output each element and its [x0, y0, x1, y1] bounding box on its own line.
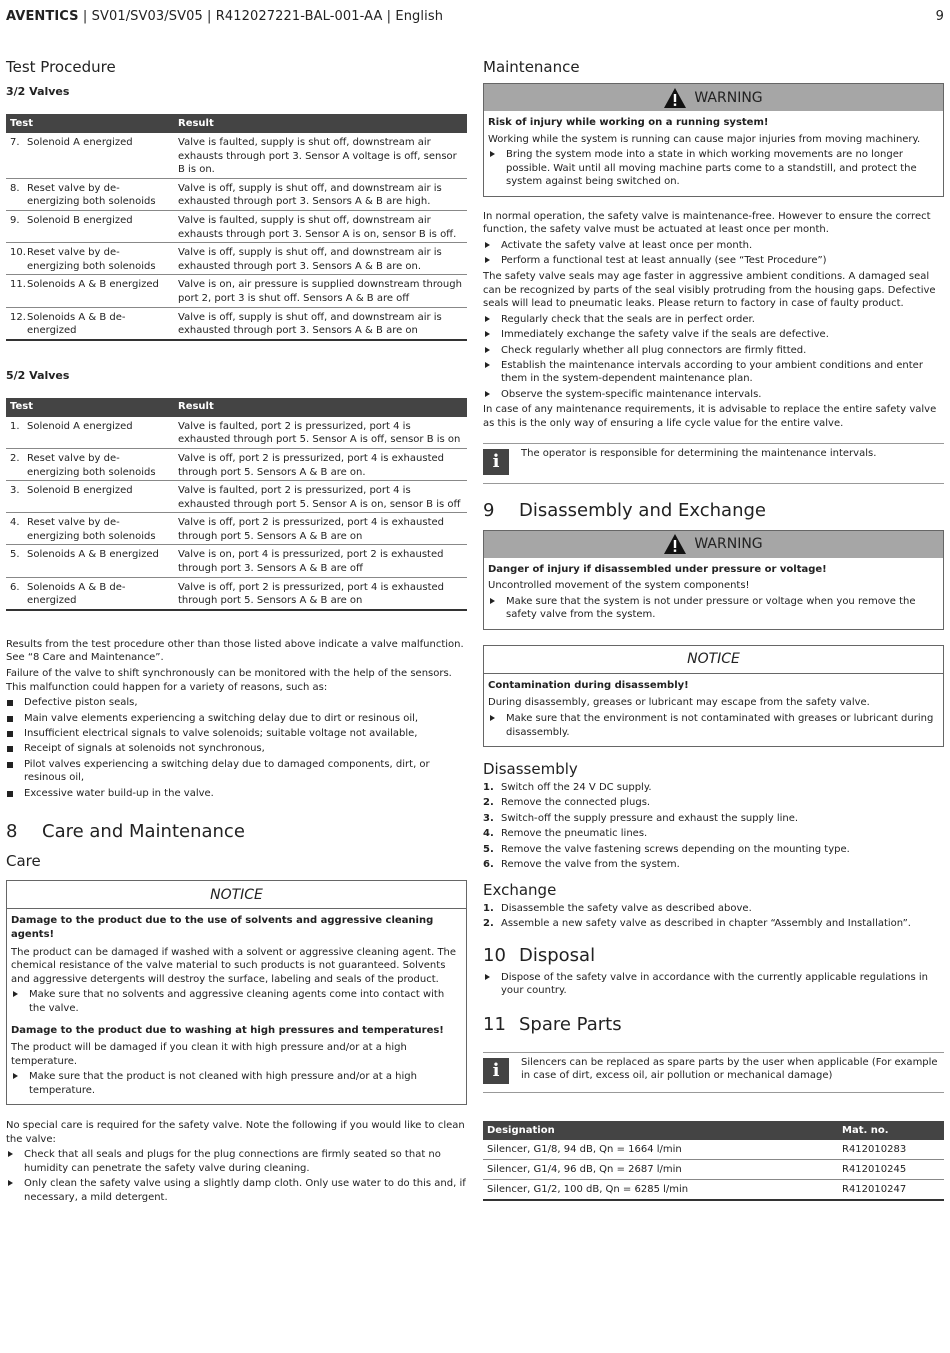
maintenance-info-box	[483, 443, 944, 484]
result-cell: Valve is off, port 2 is pressurized, port 4 is exhausted through port 5. Sensors A & B are on.	[174, 448, 467, 480]
step-item	[483, 812, 944, 826]
table-row	[483, 1159, 944, 1179]
test-description: Solenoids A & B energized	[27, 549, 159, 561]
test-description: Solenoid B energized	[27, 485, 133, 497]
exchange-heading: Exchange	[483, 880, 557, 899]
disposal-item: Dispose of the safety valve in accordance with the currently applicable regulations in your country.	[483, 971, 944, 998]
test-cell	[6, 133, 174, 178]
test-description: Reset valve by de-energizing both solenoids	[27, 452, 156, 478]
step-number: 4.	[483, 828, 494, 840]
mat-no-cell: R412010247	[838, 1179, 944, 1200]
notice-action-list	[11, 1070, 462, 1097]
section-number: 9	[483, 499, 495, 521]
disassembly-heading: Disassembly	[483, 760, 578, 778]
maintenance-paragraph-2: The safety valve seals may age faster in aggressive ambient conditions. A damaged seal can be recognized by parts of the seal visibly protruding from the housing gaps. Defective seals will lead to pneumatic leaks. Please return to factory in case of faulty product.	[483, 270, 936, 310]
care-maintenance-heading	[6, 821, 467, 842]
test-description: Solenoid B energized	[27, 214, 133, 226]
column-header-result: Result	[174, 114, 467, 133]
list-item: Only clean the safety valve using a slightly damp cloth. Only use water to do this and, if necessary, a mild detergent.	[6, 1177, 467, 1204]
table-row	[6, 133, 467, 178]
warning-action-list	[488, 148, 939, 189]
spare-parts-heading	[483, 1014, 944, 1035]
warning-triangle-icon	[664, 88, 686, 108]
test-cell	[6, 545, 174, 577]
warning-heading: Risk of injury while working on a running system!	[488, 117, 769, 128]
step-item	[483, 796, 944, 810]
test-number: 11.	[10, 279, 26, 291]
result-cell: Valve is off, port 2 is pressurized, port 4 is exhausted through port 5. Sensors A & B are on	[174, 513, 467, 545]
info-icon: i	[483, 449, 509, 475]
test-description: Solenoids A & B de-energized	[27, 311, 126, 337]
disassembly-exchange-heading	[483, 500, 944, 521]
table-row	[6, 307, 467, 340]
section-title: Care and Maintenance	[42, 821, 245, 843]
right-column	[483, 56, 944, 1201]
list-item: Check regularly whether all plug connectors are firmly fitted.	[483, 344, 944, 358]
warning-action-item: Bring the system mode into a state in which working movements are no longer possible. Wait until all moving machine parts come to a standstill, and protect the system against being switched on.	[488, 148, 939, 189]
list-item: Defective piston seals,	[6, 696, 467, 710]
list-item: Establish the maintenance intervals according to your ambient conditions and enter them in the system-dependent maintenance plan.	[483, 359, 944, 386]
result-cell: Valve is off, supply is shut off, and downstream air is exhausted through port 3. Sensors A & B are high.	[174, 178, 467, 210]
step-number: 5.	[483, 843, 494, 855]
list-item: Receipt of signals at solenoids not synchronous,	[6, 742, 467, 756]
warning-label: WARNING	[694, 89, 763, 106]
test-description: Solenoids A & B de-energized	[27, 581, 126, 607]
list-item: Main valve elements experiencing a switching delay due to dirt or resinous oil,	[6, 712, 467, 726]
test-description: Solenoid A energized	[27, 137, 133, 148]
maintenance-paragraph-1: In normal operation, the safety valve is maintenance-free. However to ensure the correct function, the safety valve must be actuated at least once per month.	[483, 210, 931, 236]
test-number: 12.	[10, 311, 26, 323]
table-row	[6, 243, 467, 275]
notice-heading-solvents: Damage to the product due to the use of solvents and aggressive cleaning agents!	[11, 915, 434, 940]
mat-no-cell: R412010245	[838, 1159, 944, 1179]
exchange-steps	[483, 902, 944, 931]
test-description: Solenoid A energized	[27, 420, 133, 432]
list-item: Regularly check that the seals are in perfect order.	[483, 313, 944, 327]
table-row	[483, 1179, 944, 1200]
warning-text: Uncontrolled movement of the system components!	[488, 580, 750, 592]
test-cell	[6, 275, 174, 307]
sensor-paragraph: Failure of the valve to shift synchronously can be monitored with the help of the sensors. This malfunction could happen for a variety of reasons, such as:	[6, 668, 452, 693]
warning-action-item: Make sure that the system is not under pressure or voltage when you remove the safety valve from the system.	[488, 595, 939, 622]
designation-cell: Silencer, G1/4, 96 dB, Qn = 2687 l/min	[483, 1159, 838, 1179]
disassembly-notice-box	[483, 645, 944, 747]
table-row	[6, 577, 467, 610]
warning-banner	[484, 84, 943, 111]
designation-cell: Silencer, G1/8, 94 dB, Qn = 1664 l/min	[483, 1140, 838, 1160]
care-heading: Care	[6, 852, 41, 871]
step-item	[483, 858, 944, 872]
column-header-test: Test	[6, 114, 174, 133]
disposal-heading	[483, 945, 944, 966]
test-number: 8.	[10, 182, 20, 194]
test-cell	[6, 577, 174, 610]
document-id: | SV01/SV03/SV05 | R412027221-BAL-001-AA | English	[78, 9, 444, 24]
test-description: Solenoids A & B energized	[27, 279, 159, 291]
table-row	[6, 481, 467, 513]
test-number: 1.	[10, 420, 20, 432]
warning-banner	[484, 531, 943, 558]
spare-parts-table	[483, 1121, 944, 1201]
test-number: 2.	[10, 452, 20, 464]
notice-action-list	[488, 712, 939, 739]
maintenance-heading: Maintenance	[483, 58, 580, 76]
table-row	[6, 417, 467, 449]
section-title: Disposal	[519, 944, 596, 966]
test-description: Reset valve by de-energizing both solenoids	[27, 247, 156, 272]
test-number: 10.	[10, 247, 26, 259]
test-cell	[6, 448, 174, 480]
list-item: Pilot valves experiencing a switching delay due to damaged components, dirt, or resinous oil,	[6, 758, 467, 785]
test-description: Reset valve by de-energizing both solenoids	[27, 517, 156, 542]
care-bullet-list	[6, 1148, 467, 1204]
disassembly-steps	[483, 781, 944, 872]
section-number: 8	[6, 821, 18, 843]
step-text: Remove the valve from the system.	[501, 858, 680, 870]
result-cell: Valve is off, supply is shut off, and downstream air is exhausted through port 3. Sensors A & B are on	[174, 307, 467, 340]
step-number: 2.	[483, 797, 494, 809]
care-paragraph: No special care is required for the safety valve. Note the following if you would like to clean the valve:	[6, 1120, 465, 1145]
step-number: 3.	[483, 812, 494, 824]
valves-32-subheading: 3/2 Valves	[6, 85, 70, 98]
notice-action-item: Make sure that the product is not cleaned with high pressure and/or at a high temperature.	[11, 1070, 462, 1097]
info-text: The operator is responsible for determining the maintenance intervals.	[521, 447, 877, 459]
test-number: 4.	[10, 517, 20, 529]
warning-label: WARNING	[694, 536, 763, 553]
test-number: 5.	[10, 549, 20, 561]
table-row	[6, 545, 467, 577]
step-item	[483, 902, 944, 916]
column-header-mat-no: Mat. no.	[838, 1121, 944, 1140]
section-title: Disassembly and Exchange	[519, 499, 766, 521]
step-number: 2.	[483, 917, 494, 929]
valves-32-table	[6, 114, 467, 341]
step-text: Switch-off the supply pressure and exhaust the supply line.	[501, 812, 799, 824]
table-row	[6, 275, 467, 307]
step-item	[483, 827, 944, 841]
step-number: 1.	[483, 902, 494, 914]
step-text: Remove the valve fastening screws depending on the mounting type.	[501, 843, 850, 855]
left-column	[6, 56, 467, 1206]
warning-heading: Danger of injury if disassembled under pressure or voltage!	[488, 563, 827, 575]
list-item: Check that all seals and plugs for the plug connections are firmly seated so that no humidity can penetrate the safety valve during cleaning.	[6, 1148, 467, 1175]
disposal-list	[483, 971, 944, 998]
step-text: Assemble a new safety valve as described in chapter “Assembly and Installation”.	[501, 917, 911, 929]
test-number: 9.	[10, 214, 20, 226]
maintenance-bullets-1	[483, 239, 944, 268]
test-number: 6.	[10, 581, 20, 593]
table-row	[6, 210, 467, 242]
test-procedure-heading: Test Procedure	[6, 58, 116, 76]
notice-text-pressure: The product will be damaged if you clean it with high pressure and/or at a high temperature.	[11, 1042, 407, 1067]
info-icon: i	[483, 1058, 509, 1084]
notice-action-item: Make sure that no solvents and aggressive cleaning agents come into contact with the valve.	[11, 988, 462, 1015]
test-number: 3.	[10, 485, 20, 497]
column-header-result: Result	[174, 398, 467, 417]
list-item: Excessive water build-up in the valve.	[6, 787, 467, 801]
result-cell: Valve is faulted, supply is shut off, downstream air exhausts through port 3. Sensor A voltage is off, sensor B is on.	[174, 133, 467, 178]
test-cell	[6, 513, 174, 545]
disassembly-warning-box	[483, 530, 944, 630]
maintenance-warning-box	[483, 83, 944, 197]
info-text: Silencers can be replaced as spare parts by the user when applicable (For example in case of dirt, excess oil, air pollution or mechanical damage)	[521, 1056, 938, 1082]
notice-heading: Contamination during disassembly!	[488, 679, 689, 691]
mat-no-cell: R412010283	[838, 1140, 944, 1160]
table-row	[6, 513, 467, 545]
notice-text-solvents: The product can be damaged if washed with a solvent or aggressive cleaning agent. The chemical resistance of the valve material to such products is not guaranteed. Solvents and aggressive detergents will destroy the surface, labeling and seals of the product.	[11, 946, 457, 985]
brand-name: AVENTICS	[6, 9, 79, 24]
list-item: Activate the safety valve at least once per month.	[483, 239, 944, 253]
designation-cell: Silencer, G1/2, 100 dB, Qn = 6285 l/min	[483, 1179, 838, 1200]
list-item: Perform a functional test at least annually (see “Test Procedure”)	[483, 254, 944, 268]
section-title: Spare Parts	[519, 1013, 622, 1035]
table-row	[6, 448, 467, 480]
notice-action-list	[11, 988, 462, 1015]
step-number: 6.	[483, 858, 494, 870]
spare-parts-info-box	[483, 1052, 944, 1093]
page-number: 9	[935, 9, 944, 24]
test-cell	[6, 210, 174, 242]
test-cell	[6, 243, 174, 275]
test-cell	[6, 307, 174, 340]
warning-text: Working while the system is running can cause major injuries from moving machinery.	[488, 133, 921, 145]
step-text: Switch off the 24 V DC supply.	[501, 782, 652, 793]
care-notice-box	[6, 880, 467, 1105]
list-item: Observe the system-specific maintenance intervals.	[483, 388, 944, 402]
malfunction-reasons-list	[6, 696, 467, 800]
test-cell	[6, 481, 174, 513]
result-cell: Valve is on, port 4 is pressurized, port 2 is exhausted through port 3. Sensors A & B are off	[174, 545, 467, 577]
step-text: Remove the connected plugs.	[501, 797, 651, 809]
step-item	[483, 843, 944, 857]
notice-label: NOTICE	[7, 881, 466, 909]
notice-heading-pressure: Damage to the product due to washing at high pressures and temperatures!	[11, 1024, 444, 1036]
notice-action-item: Make sure that the environment is not contaminated with greases or lubricant during disassembly.	[488, 712, 939, 739]
column-header-test: Test	[6, 398, 174, 417]
test-number: 7.	[10, 137, 20, 148]
valves-52-subheading: 5/2 Valves	[6, 368, 70, 382]
column-header-designation: Designation	[483, 1121, 838, 1140]
list-item: Immediately exchange the safety valve if the seals are defective.	[483, 328, 944, 342]
notice-label: NOTICE	[484, 646, 943, 674]
step-item	[483, 917, 944, 931]
step-item	[483, 781, 944, 795]
notice-text: During disassembly, greases or lubricant may escape from the safety valve.	[488, 697, 870, 709]
test-cell	[6, 417, 174, 449]
step-text: Remove the pneumatic lines.	[501, 828, 648, 840]
section-number: 10	[483, 944, 506, 966]
result-cell: Valve is faulted, port 2 is pressurized, port 4 is exhausted through port 5. Sensor A is off, sensor B is on	[174, 417, 467, 449]
result-cell: Valve is faulted, port 2 is pressurized, port 4 is exhausted through port 5. Sensor A is on, sensor B is off	[174, 481, 467, 513]
warning-triangle-icon	[664, 534, 686, 554]
result-cell: Valve is off, port 2 is pressurized, port 4 is exhausted through port 5. Sensors A & B are on	[174, 577, 467, 610]
warning-action-list	[488, 595, 939, 622]
step-text: Disassemble the safety valve as described above.	[501, 902, 752, 914]
page-header	[6, 9, 944, 24]
test-cell	[6, 178, 174, 210]
section-number: 11	[483, 1013, 506, 1035]
step-number: 1.	[483, 782, 494, 793]
list-item: Insufficient electrical signals to valve solenoids; suitable voltage not available,	[6, 727, 467, 741]
result-cell: Valve is off, supply is shut off, and downstream air is exhausted through port 3. Sensors A & B are on.	[174, 243, 467, 275]
table-row	[483, 1140, 944, 1160]
valves-52-table	[6, 398, 467, 611]
test-description: Reset valve by de-energizing both solenoids	[27, 182, 156, 208]
malfunction-paragraph: Results from the test procedure other than those listed above indicate a valve malfunction. See “8 Care and Maintenance”.	[6, 638, 464, 664]
maintenance-paragraph-3: In case of any maintenance requirements, it is advisable to replace the entire safety valve as this is the only way of ensuring a life cycle value for the entire valve.	[483, 404, 937, 430]
result-cell: Valve is on, air pressure is supplied downstream through port 2, port 3 is shut off. Sensors A & B are off	[174, 275, 467, 307]
table-row	[6, 178, 467, 210]
maintenance-bullets-2	[483, 313, 944, 402]
result-cell: Valve is faulted, supply is shut off, downstream air exhausts through port 3. Sensor A is on, sensor B is off.	[174, 210, 467, 242]
